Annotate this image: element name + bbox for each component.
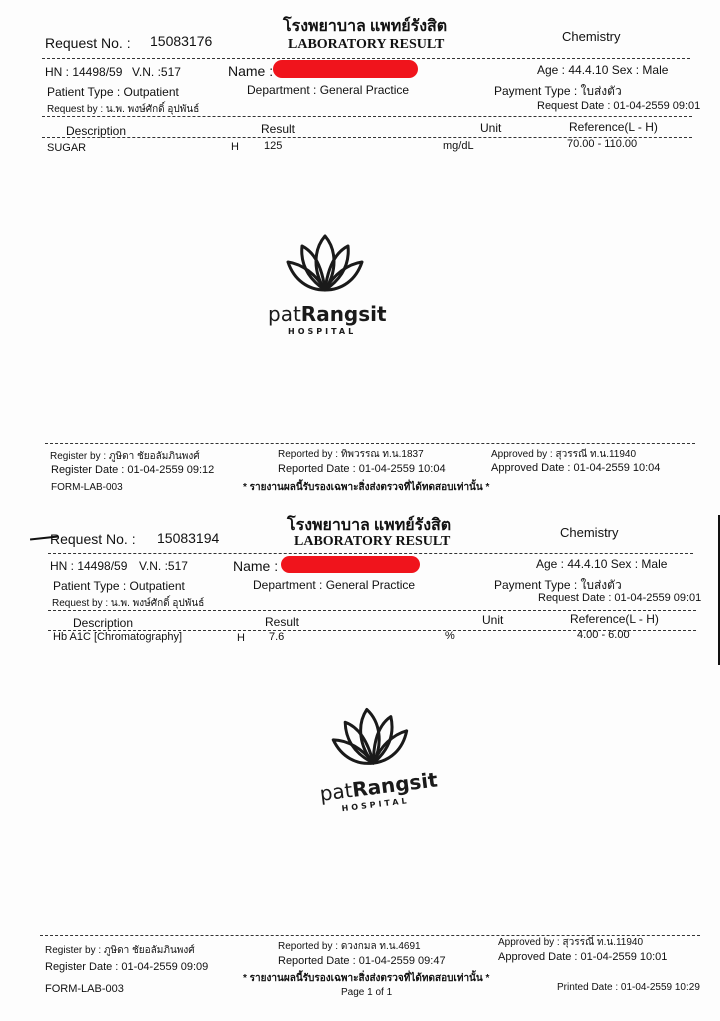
vn-number: V.N. :517	[132, 65, 181, 79]
approved-date: Approved Date : 01-04-2559 10:01	[498, 951, 668, 963]
result-value: 125	[264, 140, 283, 152]
register-date: Register Date : 01-04-2559 09:12	[51, 464, 215, 476]
age-sex: Age : 44.4.10 Sex : Male	[536, 557, 668, 571]
column-header-reference: Reference(L - H)	[570, 612, 659, 626]
printed-date: Printed Date : 01-04-2559 10:29	[557, 982, 700, 993]
column-header-reference: Reference(L - H)	[569, 120, 658, 134]
result-unit: mg/dL	[443, 140, 474, 152]
certification-note: * รายงานผลนี้รับรองเฉพาะสิ่งส่งตรวจที่ได้ทดสอบเท่านั้น *	[243, 482, 490, 493]
column-header-unit: Unit	[480, 121, 502, 135]
report-title: LABORATORY RESULT	[288, 37, 445, 52]
request-no-label: Request No. :	[45, 35, 131, 51]
request-no-value: 15083194	[157, 530, 220, 546]
register-by: Register by : ภูษิดา ชัยอลัมภินพงศ์	[45, 945, 195, 956]
redaction-mark	[281, 556, 420, 573]
logo-wordmark: patRangsit	[268, 302, 387, 326]
reference-range: 4.00 - 6.00	[577, 629, 630, 641]
hospital-logo	[308, 698, 441, 822]
reported-date: Reported Date : 01-04-2559 09:47	[278, 955, 446, 967]
approved-by: Approved by : สุวรรณี ท.น.11940	[498, 937, 644, 948]
certification-note: * รายงานผลนี้รับรองเฉพาะสิ่งส่งตรวจที่ได้ทดสอบเท่านั้น *	[243, 973, 490, 984]
form-code: FORM-LAB-003	[51, 482, 123, 491]
approved-date: Approved Date : 01-04-2559 10:04	[491, 462, 661, 474]
department: Department : General Practice	[253, 578, 416, 592]
payment-type: Payment Type : ใบส่งตัว	[494, 84, 622, 98]
hospital-name: โรงพยาบาล แพทย์รังสิต	[287, 517, 452, 534]
patient-name-label: Name :	[233, 558, 279, 574]
result-unit: %	[445, 630, 455, 642]
page-number: Page 1 of 1	[341, 987, 393, 997]
result-value: 7.6	[269, 631, 285, 643]
report-title: LABORATORY RESULT	[294, 534, 451, 549]
reference-range: 70.00 - 110.00	[567, 138, 638, 150]
reported-by: Reported by : ดวงกมล ท.น.4691	[278, 941, 421, 952]
test-description: SUGAR	[47, 142, 87, 154]
column-header-description: Description	[66, 124, 127, 138]
divider	[45, 443, 695, 444]
divider	[42, 58, 690, 59]
form-code: FORM-LAB-003	[45, 983, 124, 995]
patient-type: Patient Type : Outpatient	[47, 85, 179, 99]
hospital-logo	[266, 232, 386, 342]
patient-type: Patient Type : Outpatient	[53, 579, 185, 593]
request-date: Request Date : 01-04-2559 09:01	[537, 100, 701, 112]
column-header-unit: Unit	[482, 613, 504, 627]
result-flag: H	[231, 141, 239, 153]
approved-by: Approved by : สุวรรณี ท.น.11940	[491, 449, 637, 460]
logo-subtitle: HOSPITAL	[288, 327, 357, 336]
request-by: Request by : น.พ. พงษ์ศักดิ์ อุปพันธ์	[52, 598, 205, 609]
column-header-result: Result	[265, 615, 300, 629]
test-description: Hb A1C [Chromatography]	[53, 631, 183, 643]
patient-name-label: Name :	[228, 63, 274, 79]
reported-date: Reported Date : 01-04-2559 10:04	[278, 463, 446, 475]
reported-by: Reported by : ทิพวรรณ ท.น.1837	[278, 449, 424, 460]
payment-type: Payment Type : ใบส่งตัว	[494, 578, 622, 592]
lotus-icon	[322, 700, 419, 776]
page-bottom-edge	[0, 1011, 720, 1021]
request-no-value: 15083176	[150, 33, 213, 49]
logo-wordmark: patRangsit	[318, 767, 439, 806]
hn-number: HN : 14498/59	[50, 559, 128, 573]
hospital-name: โรงพยาบาล แพทย์รังสิต	[283, 18, 448, 35]
lotus-icon	[280, 232, 370, 298]
age-sex: Age : 44.4.10 Sex : Male	[537, 63, 669, 77]
column-header-description: Description	[73, 616, 134, 630]
redaction-mark	[273, 60, 418, 78]
register-by: Register by : ภูษิดา ชัยอลัมภินพงศ์	[50, 451, 200, 462]
request-by: Request by : น.พ. พงษ์ศักดิ์ อุปพันธ์	[47, 104, 200, 115]
divider	[42, 116, 692, 117]
divider	[48, 610, 696, 611]
section-name: Chemistry	[560, 525, 619, 540]
department: Department : General Practice	[247, 83, 410, 97]
logo-subtitle: HOSPITAL	[341, 796, 410, 814]
result-flag: H	[237, 632, 245, 644]
hn-number: HN : 14498/59	[45, 65, 123, 79]
column-header-result: Result	[261, 122, 296, 136]
vn-number: V.N. :517	[139, 559, 188, 573]
request-no-label: Request No. :	[50, 531, 136, 547]
request-date: Request Date : 01-04-2559 09:01	[538, 592, 702, 604]
divider	[48, 553, 693, 554]
register-date: Register Date : 01-04-2559 09:09	[45, 961, 209, 973]
section-name: Chemistry	[562, 29, 621, 44]
